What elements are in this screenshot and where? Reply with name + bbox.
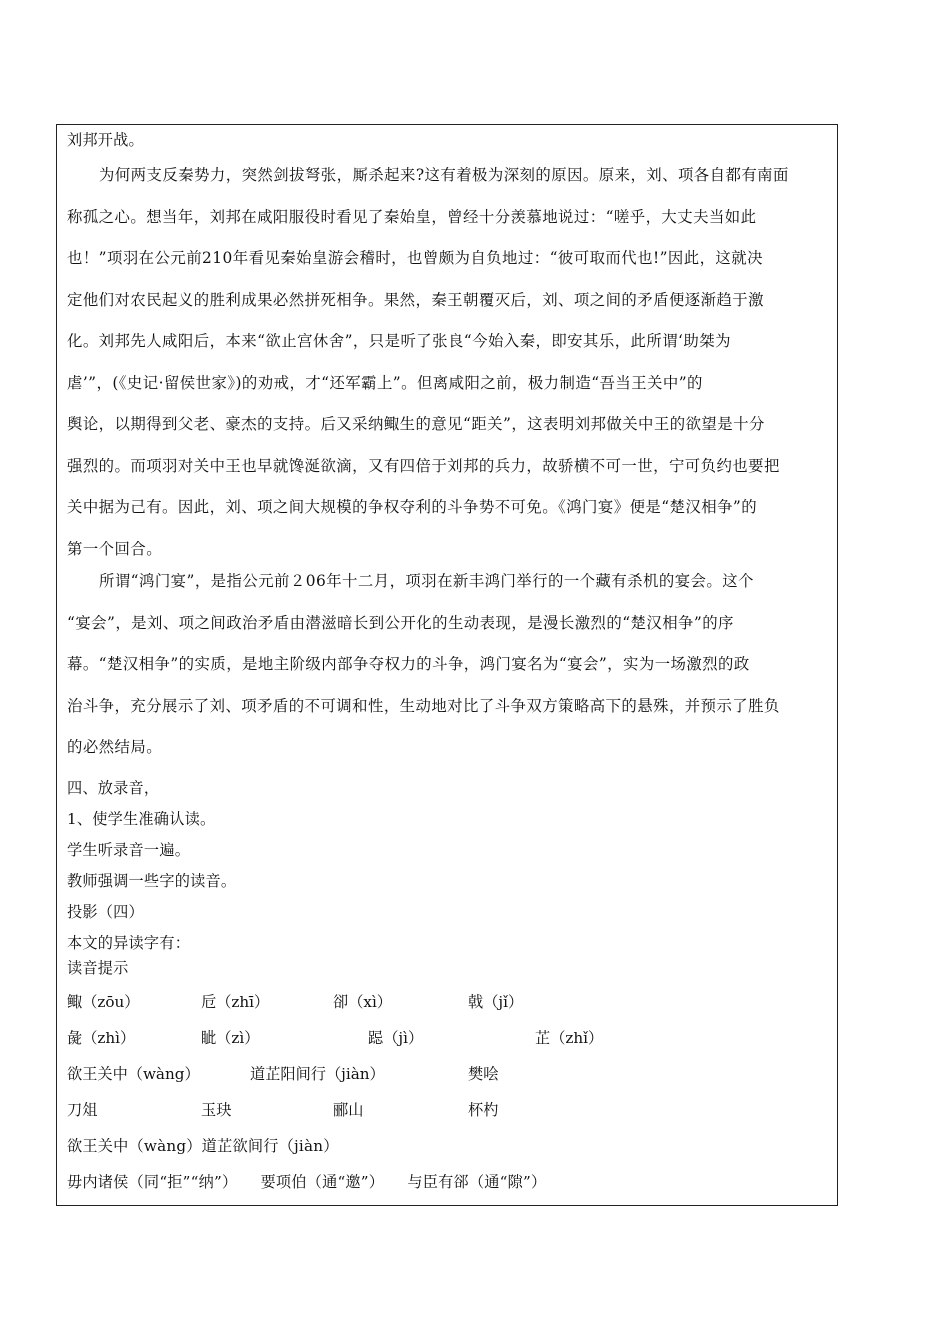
text-line: 为何两支反秦势力，突然剑拔弩张，厮杀起来?这有着极为深刻的原因。原来，刘、项各自都有南面 bbox=[99, 166, 789, 184]
text-line: 幕。“楚汉相争”的实质，是地主阶级内部争夺权力的斗争，鸿门宴名为“宴会”，实为一场激烈的政 bbox=[67, 655, 750, 673]
text-line: 强烈的。而项羽对关中王也早就馋涎欲滴，又有四倍于刘邦的兵力，故骄横不可一世，宁可负约也要把 bbox=[67, 456, 780, 475]
text-line: 教师强调一些字的读音。 bbox=[67, 872, 237, 890]
pron-item: 郦山 bbox=[333, 1101, 364, 1119]
pron-item: 道芷阳间行（jiàn） bbox=[250, 1065, 385, 1083]
text-line: “宴会”，是刘、项之间政治矛盾由潜滋暗长到公开化的生动表现，是漫长激烈的“楚汉相争”的序 bbox=[67, 613, 734, 632]
text-line: 定他们对农民起义的胜利成果必然拼死相争。果然，秦王朝覆灭后，刘、项之间的矛盾便逐渐趋于激 bbox=[67, 290, 764, 309]
text-line: 也！”项羽在公元前210年看见秦始皇游会稽时，也曾颇为自负地过：“彼可取而代也!”因此，这就决 bbox=[67, 249, 763, 267]
section-heading: 四、放录音， bbox=[67, 779, 160, 797]
text-line: 第一个回合。 bbox=[67, 539, 163, 558]
pron-item: 彘（zhì） bbox=[67, 1029, 136, 1047]
pron-item: 鲰（zōu） bbox=[67, 993, 140, 1011]
pron-item: 玉玦 bbox=[201, 1101, 232, 1119]
text-line: 的必然结局。 bbox=[67, 738, 163, 756]
text-line: 化。刘邦先人咸阳后，本来“欲止宫休舍”，只是听了张良“今始入秦，即安其乐，此所谓‘助桀为 bbox=[67, 332, 731, 350]
text-line: 虐’”，(《史记·留侯世家》)的劝戒，才“还军霸上”。但离咸阳之前，极力制造“吾当王关中”的 bbox=[67, 373, 703, 392]
pron-item: 欲王关中（wàng） bbox=[67, 1065, 200, 1083]
text-line: 读音提示 bbox=[67, 959, 129, 977]
text-line: 关中据为己有。因此，刘、项之间大规模的争权夺利的斗争势不可免。《鸿门宴》便是“楚汉相争”的 bbox=[67, 498, 758, 516]
text-line: 舆论，以期得到父老、豪杰的支持。后又采纳鲰生的意见“距关”，这表明刘邦做关中王的欲望是十分 bbox=[67, 415, 765, 433]
text-line: 称孤之心。想当年，刘邦在咸阳服役时看见了秦始皇，曾经十分羡慕地说过：“嗟乎，大丈夫当如此 bbox=[67, 207, 757, 226]
pron-item: 杯杓 bbox=[468, 1101, 499, 1119]
paragraph bbox=[67, 571, 827, 757]
content-frame bbox=[56, 124, 838, 1206]
pron-item: 樊哙 bbox=[468, 1065, 499, 1083]
text-line: 毋内诸侯（同“拒”“纳”） 要项伯（通“邀”） 与臣有郤（通“隙”） bbox=[67, 1173, 547, 1191]
pron-item: 眦（zì） bbox=[201, 1029, 260, 1047]
pron-item: 跽（jì） bbox=[368, 1029, 424, 1047]
text-line: 学生听录音一遍。 bbox=[67, 841, 191, 859]
pron-item: 卮（zhī） bbox=[201, 993, 270, 1011]
paragraph bbox=[67, 165, 827, 559]
pron-item: 卻（xì） bbox=[333, 993, 392, 1011]
text-line: 欲王关中（wàng）道芷欲间行（jiàn） bbox=[67, 1137, 339, 1155]
text-line: 治斗争，充分展示了刘、项矛盾的不可调和性，生动地对比了斗争双方策略高下的悬殊，并预示了胜负 bbox=[67, 696, 780, 715]
text-line: 投影（四） bbox=[67, 903, 144, 921]
text-line: 1、使学生准确认读。 bbox=[67, 810, 216, 828]
text-line: 本文的异读字有： bbox=[67, 934, 191, 952]
pron-item: 戟（jǐ） bbox=[468, 993, 524, 1011]
text-line: 刘邦开战。 bbox=[67, 131, 144, 149]
text-line: 所谓“鸿门宴”，是指公元前２06年十二月，项羽在新丰鸿门举行的一个藏有杀机的宴会。这个 bbox=[99, 572, 754, 590]
pron-item: 刀俎 bbox=[67, 1101, 98, 1119]
pron-item: 芷（zhǐ） bbox=[535, 1029, 604, 1047]
